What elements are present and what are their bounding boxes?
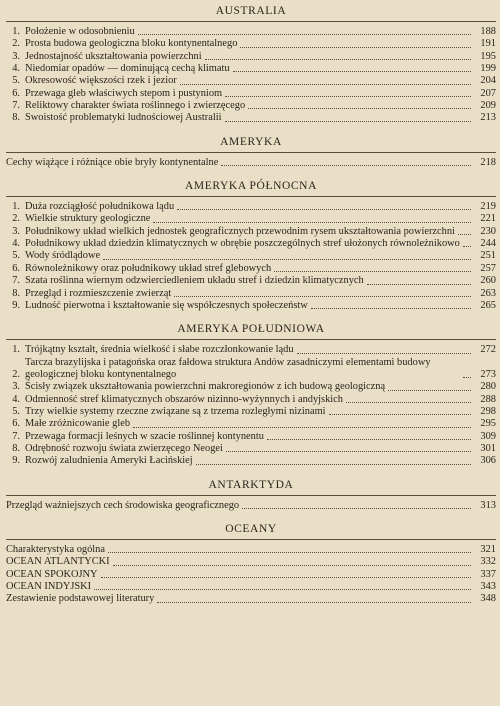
entry-page-number: 273 — [480, 368, 496, 380]
section-divider — [6, 196, 496, 197]
entry-page-number: 218 — [480, 156, 496, 168]
entry-title — [25, 238, 474, 250]
toc-entry[interactable] — [6, 394, 496, 406]
dot-leader — [133, 427, 471, 428]
section-heading: OCEANY — [225, 522, 277, 535]
entry-title — [25, 38, 474, 50]
entry-page-number: 337 — [480, 568, 496, 580]
dot-leader — [157, 602, 471, 603]
entry-number: 4. — [12, 238, 20, 250]
entry-title — [25, 213, 474, 225]
dot-leader — [274, 271, 471, 272]
dot-leader — [113, 565, 471, 566]
dot-leader — [267, 439, 471, 440]
dot-leader — [388, 390, 471, 391]
entry-number: 6. — [12, 418, 20, 430]
dot-leader — [94, 589, 471, 590]
entry-page-number: 219 — [480, 201, 496, 213]
entry-title — [25, 88, 474, 100]
entry-title-text: OCEAN INDYJSKI — [6, 581, 92, 592]
entry-title — [6, 593, 474, 605]
toc-entry[interactable] — [6, 226, 496, 238]
entry-number: 8. — [12, 442, 20, 454]
entry-title-text: Odrębność rozwoju świata zwierzęcego Neogei — [25, 442, 223, 454]
entry-page-number: 260 — [480, 275, 496, 287]
toc-entry[interactable] — [6, 100, 496, 112]
dot-leader — [329, 414, 471, 415]
entry-title — [25, 201, 474, 213]
toc-entry[interactable] — [6, 201, 496, 213]
toc-entry[interactable] — [6, 288, 496, 300]
entry-number: 2. — [12, 368, 20, 380]
entry-title — [25, 26, 474, 38]
entry-number: 7. — [12, 100, 20, 112]
entry-page-number: 265 — [480, 299, 496, 311]
entry-title-text: Szata roślinna wiernym odzwierciedleniem układu stref i dziedzin klimatycznych — [25, 275, 364, 287]
dot-leader — [103, 259, 471, 260]
entry-title-text: Trzy wielkie systemy rzeczne związane są z trzema rozległymi nizinami — [25, 405, 326, 417]
entry-title-text: Ścisły związek ukształtowania powierzchni makroregionów z ich budową geologiczną — [25, 381, 386, 393]
entry-title — [25, 431, 474, 443]
entry-title-text: Położenie w odosobnieniu — [25, 26, 135, 37]
dot-leader — [153, 222, 471, 223]
entry-title — [25, 75, 474, 87]
entry-title-text: Małe zróżnicowanie gleb — [25, 418, 131, 430]
dot-leader — [240, 47, 471, 48]
entry-title-text: Południkowy układ wielkich jednostek geograficznych przewodnim rysem ukształtowania powierzchni — [25, 225, 455, 237]
entry-title-text: OCEAN ATLANTYCKI — [6, 556, 110, 568]
entry-number: 8. — [12, 287, 20, 299]
entry-title-text: Przewaga formacji leśnych w szacie roślinnej kontynentu — [25, 430, 264, 442]
entry-title-text: Południkowy układ dziedzin klimatycznych w obrębie poszczególnych stref ułożonych równoleżnikowo — [25, 238, 460, 250]
entry-page-number: 207 — [480, 87, 496, 99]
entry-number: 3. — [12, 50, 20, 62]
entry-number: 8. — [12, 112, 20, 124]
dot-leader — [108, 552, 471, 553]
section-heading: ANTARKTYDA — [208, 478, 294, 491]
dot-leader — [205, 59, 471, 60]
entry-title — [25, 443, 474, 455]
dot-leader — [226, 451, 471, 452]
entry-number: 5. — [12, 250, 20, 262]
entry-title — [25, 418, 474, 430]
section-heading: AMERYKA — [220, 135, 282, 148]
entry-title — [25, 357, 474, 382]
entry-page-number: 321 — [480, 543, 496, 555]
toc-section — [6, 4, 496, 125]
toc-entry[interactable] — [6, 443, 496, 455]
toc-section — [6, 135, 496, 169]
entry-title — [25, 250, 474, 262]
entry-title — [25, 63, 474, 75]
dot-leader — [101, 577, 471, 578]
entry-title — [25, 394, 474, 406]
entry-number: 9. — [12, 455, 20, 467]
toc-entry[interactable] — [6, 556, 496, 568]
entry-title — [6, 569, 474, 581]
entry-title-text: Okresowość większości rzek i jezior — [25, 75, 177, 87]
entry-title-text: Rozwój zaludnienia Ameryki Łacińskiej — [25, 455, 193, 467]
entry-title-text: Przewaga gleb właściwych stepom i pustyniom — [25, 87, 223, 99]
entry-page-number: 204 — [480, 75, 496, 87]
entry-title-text: Prosta budowa geologiczna bloku kontynentalnego — [25, 38, 238, 50]
dot-leader — [177, 209, 471, 210]
entry-title-text: Wody śródlądowe — [25, 250, 101, 262]
toc-entry[interactable] — [6, 238, 496, 250]
dot-leader — [311, 308, 471, 309]
toc-entry[interactable] — [6, 455, 496, 467]
entry-title-text: Reliktowy charakter świata roślinnego i zwierzęcego — [25, 100, 246, 112]
toc-entry[interactable] — [6, 51, 496, 63]
toc-entry[interactable] — [6, 75, 496, 87]
entry-page-number: 288 — [480, 393, 496, 405]
section-heading: AMERYKA POŁUDNIOWA — [177, 323, 325, 336]
toc-entry[interactable] — [6, 275, 496, 287]
entry-title-text: Wielkie struktury geologiczne — [25, 213, 151, 225]
entry-title — [25, 112, 474, 124]
toc-entry[interactable] — [6, 157, 496, 169]
section-divider — [6, 539, 496, 540]
entry-title — [25, 300, 474, 312]
section-heading: AUSTRALIA — [215, 5, 287, 17]
entry-number: 3. — [12, 381, 20, 393]
entry-page-number: 301 — [480, 442, 496, 454]
toc-section — [6, 522, 496, 606]
entry-title-text: Trójkątny kształt, średnia wielkość i słabe rozczłonkowanie lądu — [25, 344, 294, 356]
entry-number: 2. — [12, 38, 20, 50]
entry-page-number: 313 — [480, 499, 496, 511]
entry-number: 5. — [12, 75, 20, 87]
toc-entry[interactable] — [6, 63, 496, 75]
section-divider — [6, 495, 496, 496]
toc-entry[interactable] — [6, 381, 496, 393]
entry-page-number: 209 — [480, 100, 496, 112]
entry-title — [6, 544, 474, 556]
dot-leader — [180, 84, 471, 85]
dot-leader — [233, 71, 471, 72]
entry-page-number: 298 — [480, 405, 496, 417]
dot-leader — [458, 234, 471, 235]
entry-page-number: 263 — [480, 287, 496, 299]
entry-title — [25, 263, 474, 275]
toc-entry[interactable] — [6, 500, 496, 512]
entry-title-text: Cechy wiążące i różniące obie bryły kontynentalne — [6, 156, 219, 168]
toc-entry[interactable] — [6, 431, 496, 443]
entry-title — [25, 406, 474, 418]
dot-leader — [221, 165, 471, 166]
dot-leader — [174, 296, 471, 297]
entry-title — [6, 581, 474, 593]
toc-entry[interactable] — [6, 300, 496, 312]
entry-title-text: Swoistość problematyki ludnościowej Australii — [25, 112, 222, 124]
toc-entry[interactable] — [6, 593, 496, 605]
entry-page-number: 230 — [480, 225, 496, 237]
entry-title-text: Niedomiar opadów — dominującą cechą klimatu — [25, 63, 230, 75]
dot-leader — [248, 108, 471, 109]
toc-entry[interactable] — [6, 88, 496, 100]
toc-entry[interactable] — [6, 213, 496, 225]
dot-leader — [297, 353, 471, 354]
section-heading: AMERYKA PÓŁNOCNA — [185, 180, 317, 193]
entry-title — [25, 344, 474, 356]
entry-page-number: 244 — [480, 238, 496, 250]
entry-page-number: 309 — [480, 430, 496, 442]
toc-section — [6, 179, 496, 312]
entry-page-number: 195 — [480, 50, 496, 62]
toc-section — [6, 322, 496, 467]
entry-page-number: 199 — [480, 63, 496, 75]
dot-leader — [367, 284, 471, 285]
toc-entry[interactable] — [6, 26, 496, 38]
entry-title — [25, 288, 474, 300]
entry-title-text: Przegląd ważniejszych cech środowiska geograficznego — [6, 499, 240, 511]
entry-number: 7. — [12, 430, 20, 442]
toc-entry[interactable] — [6, 250, 496, 262]
section-divider — [6, 152, 496, 153]
entry-title-text: Ludność pierwotna i kształtowanie się współczesnych społeczeństw — [25, 299, 308, 311]
dot-leader — [242, 508, 471, 509]
entry-page-number: 332 — [480, 556, 496, 568]
entry-number: 1. — [12, 201, 20, 213]
section-divider — [6, 21, 496, 22]
entry-number: 6. — [12, 262, 20, 274]
entry-title — [25, 455, 474, 467]
toc-section — [6, 478, 496, 512]
toc-entry[interactable] — [6, 418, 496, 430]
entry-number: 3. — [12, 225, 20, 237]
entry-page-number: 348 — [480, 593, 496, 605]
toc-entry[interactable] — [6, 544, 496, 556]
entry-title-text: Tarcza brazylijska i patagońska oraz fałdowa struktura Andów zasadniczymi elementami budowy geologicznej bloku kontynentalnego — [25, 356, 431, 380]
dot-leader — [225, 121, 471, 122]
entry-number: 7. — [12, 275, 20, 287]
entry-number: 4. — [12, 393, 20, 405]
toc-entry[interactable] — [6, 38, 496, 50]
entry-title-text: Charakterystyka ogólna — [6, 543, 105, 555]
entry-number: 9. — [12, 299, 20, 311]
toc-entry[interactable] — [6, 112, 496, 124]
dot-leader — [346, 402, 471, 403]
dot-leader — [463, 377, 471, 378]
entry-page-number: 280 — [480, 381, 496, 393]
entry-page-number: 306 — [480, 455, 496, 467]
entry-title-text: Równoleżnikowy oraz południkowy układ stref glebowych — [25, 262, 272, 274]
entry-title — [25, 275, 474, 287]
entry-page-number: 188 — [480, 26, 496, 37]
toc-entry[interactable] — [6, 581, 496, 593]
entry-page-number: 343 — [480, 581, 496, 592]
toc-entry[interactable] — [6, 406, 496, 418]
entry-number: 6. — [12, 87, 20, 99]
entry-title — [6, 500, 474, 512]
entry-title-text: Jednostajność ukształtowania powierzchni — [25, 50, 202, 62]
entry-page-number: 251 — [480, 250, 496, 262]
entry-title — [25, 100, 474, 112]
entry-title — [6, 157, 474, 169]
dot-leader — [138, 34, 471, 35]
entry-number: 4. — [12, 63, 20, 75]
toc-entry[interactable] — [6, 357, 496, 382]
entry-page-number: 272 — [480, 344, 496, 356]
toc-entry[interactable] — [6, 344, 496, 356]
entry-number: 5. — [12, 405, 20, 417]
entry-page-number: 221 — [480, 213, 496, 225]
entry-title — [25, 226, 474, 238]
entry-title-text: Zestawienie podstawowej literatury — [6, 593, 155, 605]
entry-title-text: Odmienność stref klimatycznych obszarów nizinno-wyżynnych i andyjskich — [25, 393, 343, 405]
entry-number: 1. — [12, 344, 20, 356]
dot-leader — [463, 246, 471, 247]
entry-title — [6, 556, 474, 568]
dot-leader — [196, 464, 471, 465]
table-of-contents — [6, 4, 496, 606]
toc-entry[interactable] — [6, 263, 496, 275]
entry-title-text: Przegląd i rozmieszczenie zwierząt — [25, 287, 172, 299]
entry-page-number: 191 — [480, 38, 496, 50]
entry-title-text: OCEAN SPOKOJNY — [6, 568, 98, 580]
toc-entry[interactable] — [6, 569, 496, 581]
entry-page-number: 213 — [480, 112, 496, 124]
dot-leader — [225, 96, 471, 97]
section-divider — [6, 339, 496, 340]
entry-page-number: 295 — [480, 418, 496, 430]
entry-number: 1. — [12, 26, 20, 37]
entry-page-number: 257 — [480, 262, 496, 274]
entry-title-text: Duża rozciągłość południkowa lądu — [25, 201, 175, 213]
entry-title — [25, 51, 474, 63]
entry-title — [25, 381, 474, 393]
entry-number: 2. — [12, 213, 20, 225]
